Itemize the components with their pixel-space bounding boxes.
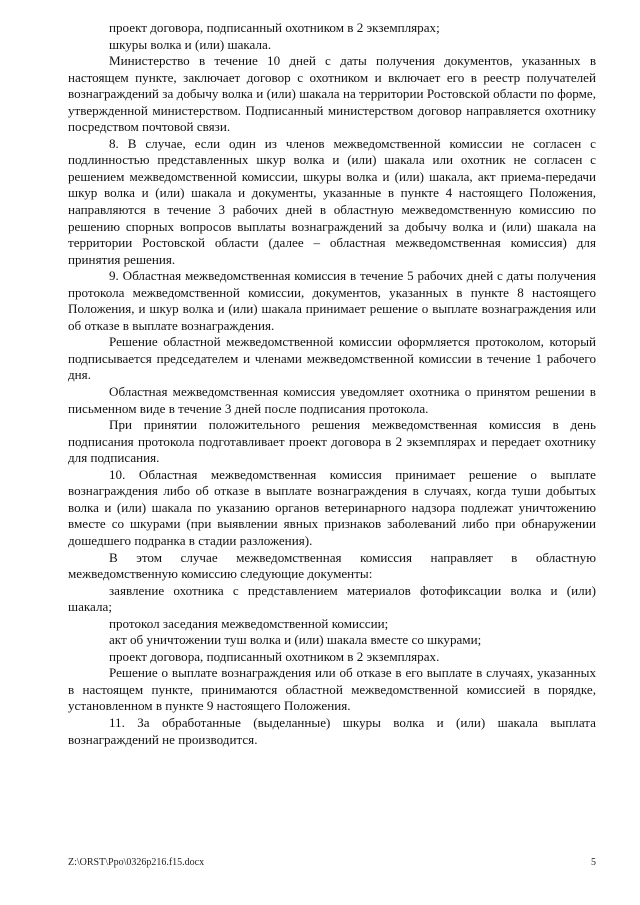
paragraph-contract-draft: проект договора, подписанный охотником в 2 экземплярах; [109, 20, 440, 35]
paragraph-commission-protocol: протокол заседания межведомственной комиссии; [109, 615, 389, 631]
paragraph-clause-9: 9. Областная межведомственная комиссия в течение 5 рабочих дней с даты получения протокола межведомственной комиссии, документов, указанных в пункте 8 настоящего Положения, и шкур волка и (или) шакала принимает решение о выплате вознаграждения или об отказе в выплате вознаграждения. [68, 268, 596, 333]
paragraph-clause-10: 10. Областная межведомственная комиссия принимает решение о выплате вознаграждения либо об отказе в выплате вознаграждения в случаях, когда туши добытых волка и (или) шакала по указанию органов ветеринарного надзора подлежат уничтожению вместе со шкурами (при выявлении явных признаков заболеваний либо при обнаружении дошедшего подранка в стадии разложения). [68, 466, 596, 548]
paragraph-clause-8: 8. В случае, если один из членов межведомственной комиссии не согласен с подлинностью представленных шкур волка и (или) шакала или охотник не согласен с решением межведомственной комиссии, шкуры волка и (или) шакала, акт приема-передачи шкур волка и (или) шакала и документы, указанные в пункте 4 настоящего Положения, направляются в течение 3 рабочих дней в областную межведомственную комиссию по решению спорных вопросов выплаты вознаграждений за добычу волка и (или) шакала на территории Ростовской области (далее – областная межведомственная комиссия) для принятия решения. [68, 135, 596, 267]
footer-file-path: Z:\ORST\Ppo\0326p216.f15.docx [68, 857, 205, 868]
paragraph-hunter-application: заявление охотника с представлением материалов фотофиксации волка и (или) шакала; [68, 582, 596, 615]
paragraph-ministry-contract: Министерство в течение 10 дней с даты получения документов, указанных в настоящем пункте, заключает договор с охотником и включает его в реестр получателей вознаграждений за добычу волка и (или) шакала на территории Ростовской области по форме, утвержденной министерством. Подписанный министерством договор направляется охотнику посредством почтовой связи. [68, 53, 596, 135]
document-body [68, 20, 596, 748]
paragraph-documents-intro: В этом случае межведомственная комиссия направляет в областную межведомственную комиссию следующие документы: [68, 549, 596, 582]
paragraph-clause-11: 11. За обработанные (выделанные) шкуры волка и (или) шакала выплата вознаграждений не производится. [68, 714, 596, 747]
paragraph-destruction-act: акт об уничтожении туш волка и (или) шакала вместе со шкурами; [109, 632, 482, 648]
paragraph-skins: шкуры волка и (или) шакала. [109, 36, 272, 52]
paragraph-decision-procedure: Решение о выплате вознаграждения или об отказе в его выплате в случаях, указанных в настоящем пункте, принимаются областной межведомственной комиссией в порядке, установленном в пункте 9 настоящего Положения. [68, 665, 596, 714]
paragraph-hunter-notification: Областная межведомственная комиссия уведомляет охотника о принятом решении в письменном виде в течение 3 дней после подписания протокола. [68, 384, 596, 416]
paragraph-protocol-decision: Решение областной межведомственной комиссии оформляется протоколом, который подписывается председателем и членами межведомственной комиссии в течение 1 рабочего дня. [68, 334, 596, 383]
paragraph-contract-draft-2: проект договора, подписанный охотником в 2 экземплярах. [109, 648, 440, 664]
page-number: 5 [591, 857, 596, 868]
paragraph-positive-decision: При принятии положительного решения межведомственная комиссия в день подписания протокола подготавливает проект договора в 2 экземплярах и передает охотнику для подписания. [68, 417, 596, 466]
